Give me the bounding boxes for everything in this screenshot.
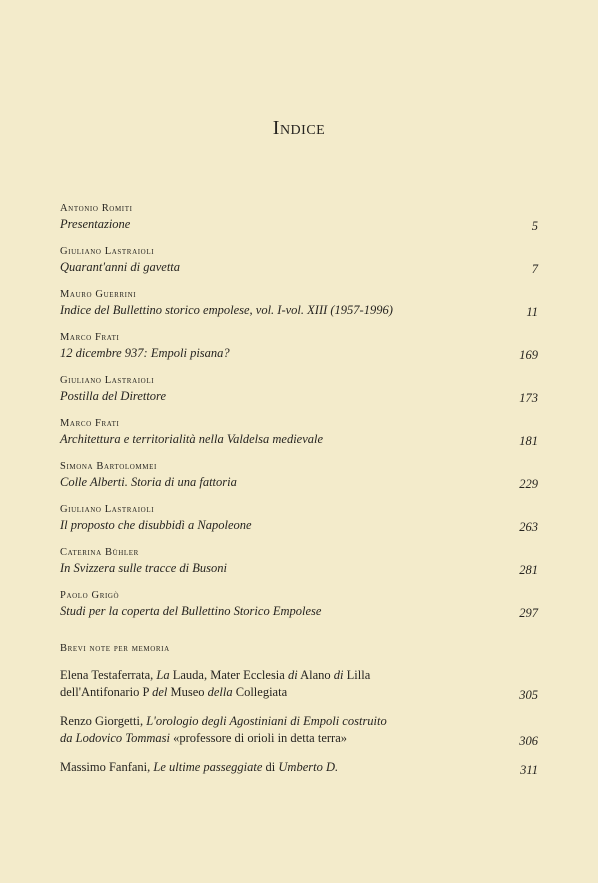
- entry-page-number: 181: [519, 434, 538, 448]
- entry-author: Giuliano Lastraioli: [60, 375, 155, 386]
- entry-title: Colle Alberti. Storia di una fattoria: [60, 475, 237, 489]
- entry-title: Indice del Bullettino storico empolese, vol. I-vol. XIII (1957-1996): [60, 303, 393, 317]
- entry-row: [60, 473, 538, 490]
- note-text-segment: Collegiata: [232, 685, 288, 699]
- toc-entry: [60, 503, 538, 533]
- note-text-segment: Lauda, Mater Ecclesia: [169, 668, 288, 682]
- entry-row: [60, 301, 538, 318]
- note-text-segment: dell'Antifonario P: [60, 685, 153, 699]
- page-title: Indice: [272, 117, 326, 139]
- note-text-segment: Le ultime passeggiate: [153, 760, 263, 774]
- note-line: [60, 713, 538, 730]
- entry-page-number: 173: [519, 391, 538, 405]
- note-text-segment: Renzo Giorgetti,: [60, 714, 147, 728]
- note-text-segment: Massimo Fanfani,: [60, 760, 154, 774]
- note-page-number: 305: [519, 688, 538, 702]
- entry-page-number: 229: [519, 477, 538, 491]
- toc-entry: [60, 245, 538, 275]
- toc-entry: [60, 546, 538, 576]
- toc-entry: [60, 417, 538, 447]
- note-text-segment: Museo: [167, 685, 208, 699]
- toc-entry: [60, 589, 538, 619]
- entry-row: [60, 602, 538, 619]
- entry-title: Presentazione: [60, 217, 131, 231]
- note-line: [60, 759, 538, 776]
- note-line: [60, 684, 538, 701]
- toc-entry: [60, 331, 538, 361]
- entry-author: Paolo Grigò: [60, 590, 120, 601]
- entry-author: Marco Frati: [60, 418, 120, 429]
- entry-page-number: 7: [531, 262, 538, 276]
- entry-page-number: 11: [526, 305, 538, 319]
- note-text-segment: Umberto D.: [278, 760, 339, 774]
- note-text-segment: La: [156, 668, 170, 682]
- entry-title: 12 dicembre 937: Empoli pisana?: [60, 346, 230, 360]
- entry-title: In Svizzera sulle tracce di Busoni: [60, 561, 227, 575]
- note-text-segment: della: [207, 685, 233, 699]
- note-text-segment: L'orologio degli Agostiniani di Empoli costruito: [146, 714, 387, 728]
- toc-entry: [60, 288, 538, 318]
- entry-row: [60, 387, 538, 404]
- toc-entry: [60, 460, 538, 490]
- toc-entry: [60, 374, 538, 404]
- note-text-segment: di: [287, 668, 298, 682]
- note-entry: [60, 667, 538, 701]
- entry-page-number: 169: [519, 348, 538, 362]
- entry-row: [60, 430, 538, 447]
- entry-page-number: 297: [519, 606, 538, 620]
- entry-author: Mauro Guerrini: [60, 289, 137, 300]
- entry-page-number: 263: [519, 520, 538, 534]
- note-entry: [60, 713, 538, 747]
- note-page-number: 306: [519, 734, 538, 748]
- entry-page-number: 281: [519, 563, 538, 577]
- entry-row: [60, 516, 538, 533]
- entry-row: [60, 258, 538, 275]
- entry-title: Postilla del Direttore: [60, 389, 167, 403]
- entry-author: Simona Bartolommei: [60, 461, 157, 472]
- entry-title: Il proposto che disubbidì a Napoleone: [60, 518, 252, 532]
- entry-author: Antonio Romiti: [60, 203, 133, 214]
- note-text-segment: Elena Testaferrata,: [60, 668, 157, 682]
- note-text-segment: di: [262, 760, 279, 774]
- note-text-segment: di: [333, 668, 344, 682]
- entry-author: Giuliano Lastraioli: [60, 246, 155, 257]
- note-text-segment: Lilla: [343, 668, 371, 682]
- note-page-number: 311: [520, 763, 538, 777]
- note-text-segment: da Lodovico Tommasi: [60, 731, 170, 745]
- note-text-segment: «professore di orioli in detta terra»: [169, 731, 347, 745]
- section-heading: Brevi note per memoria: [60, 643, 170, 654]
- note-line: [60, 667, 538, 684]
- note-entry: [60, 759, 538, 776]
- entry-title: Quarant'anni di gavetta: [60, 260, 181, 274]
- note-line: [60, 730, 538, 747]
- entry-title: Architettura e territorialità nella Valdelsa medievale: [60, 432, 324, 446]
- entry-author: Giuliano Lastraioli: [60, 504, 155, 515]
- entry-title: Studi per la coperta del Bullettino Storico Empolese: [60, 604, 322, 618]
- note-text-segment: del: [152, 685, 168, 699]
- entry-row: [60, 344, 538, 361]
- entry-row: [60, 559, 538, 576]
- toc-entry: [60, 202, 538, 232]
- entry-page-number: 5: [531, 219, 538, 233]
- entry-row: [60, 215, 538, 232]
- entry-author: Caterina Bühler: [60, 547, 139, 558]
- note-text-segment: Alano: [297, 668, 334, 682]
- entry-author: Marco Frati: [60, 332, 120, 343]
